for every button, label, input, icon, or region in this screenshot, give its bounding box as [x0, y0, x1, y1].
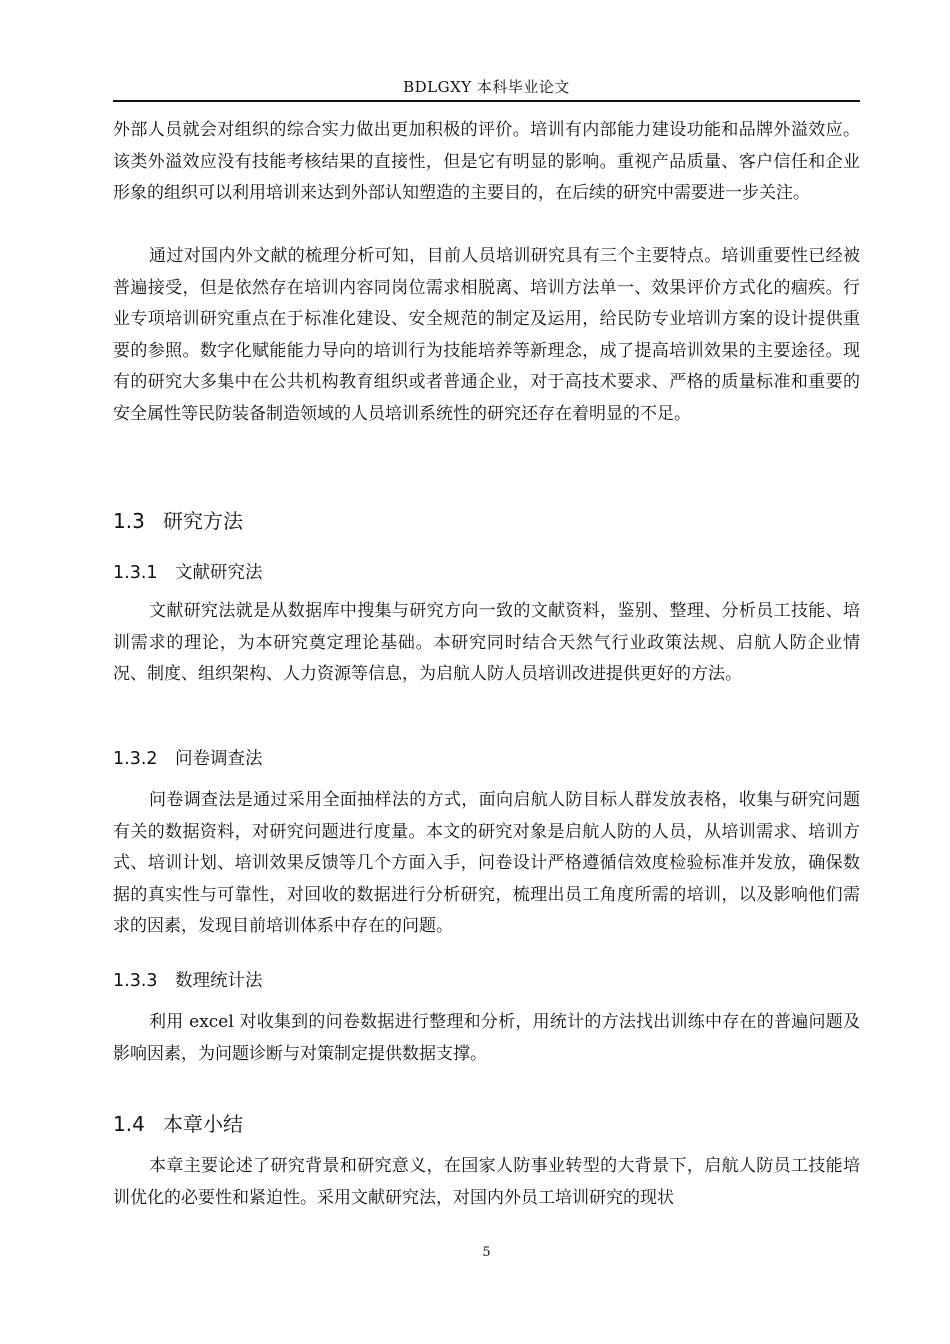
paragraph-literature-summary: 通过对国内外文献的梳理分析可知，目前人员培训研究具有三个主要特点。培训重要性已经被普遍接受，但是依然存在培训内容同岗位需求相脱离、培训方法单一、效果评价方式化的痼疾。行业专项培训研究重点在于标准化建设、安全规范的制定及运用，给民防专业培训方案的设计提供重要的参照。数字化赋能能力导向的培训行为技能培养等新理念，成了提高培训效果的主要途径。现有的研究大多集中在公共机构教育组织或者普通企业，对于高技术要求、严格的质量标准和重要的安全属性等民防装备制造领域的人员培训系统性的研究还存在着明显的不足。 — [113, 246, 860, 424]
subsection-heading-1-3-2 — [113, 746, 263, 772]
subsection-number: 1.3.3 — [113, 971, 158, 991]
paragraph-continued: 外部人员就会对组织的综合实力做出更加积极的评价。培训有内部能力建设功能和品牌外溢效应。该类外溢效应没有技能考核结果的直接性，但是它有明显的影响。重视产品质量、客户信任和企业形象的组织可以利用培训来达到外部认知塑造的主要目的，在后续的研究中需要进一步关注。 — [113, 120, 860, 203]
section-title: 研究方法 — [163, 509, 243, 533]
section-heading-1-4 — [113, 1110, 243, 1138]
paragraph-questionnaire-method: 问卷调查法是通过采用全面抽样法的方式，面向启航人防目标人群发放表格，收集与研究问题有关的数据资料，对研究问题进行度量。本文的研究对象是启航人防的人员，从培训需求、培训方式、培训计划、培训效果反馈等几个方面入手，问卷设计严格遵循信效度检验标准并发放，确保数据的真实性与可靠性，对回收的数据进行分析研究，梳理出员工角度所需的培训，以及影响他们需求的因素，发现目前培训体系中存在的问题。 — [113, 790, 860, 936]
section-title: 本章小结 — [163, 1112, 243, 1136]
subsection-number: 1.3.1 — [113, 563, 158, 583]
paragraph-chapter-summary: 本章主要论述了研究背景和研究意义，在国家人防事业转型的大背景下，启航人防员工技能培训优化的必要性和紧迫性。采用文献研究法，对国内外员工培训研究的现状 — [113, 1156, 860, 1208]
subsection-title: 文献研究法 — [175, 563, 263, 583]
subsection-title: 数理统计法 — [175, 971, 263, 991]
section-heading-1-3 — [113, 507, 243, 535]
paragraph-literature-method: 文献研究法就是从数据库中搜集与研究方向一致的文献资料，鉴别、整理、分析员工技能、培训需求的理论，为本研究奠定理论基础。本研究同时结合天然气行业政策法规、启航人防企业情况、制度、组织架构、人力资源等信息，为启航人防人员培训改进提供更好的方法。 — [113, 601, 860, 684]
paragraph-statistics-method: 利用 excel 对收集到的问卷数据进行整理和分析，用统计的方法找出训练中存在的普遍问题及影响因素，为问题诊断与对策制定提供数据支撑。 — [113, 1012, 860, 1064]
header-divider — [113, 100, 860, 102]
subsection-heading-1-3-3 — [113, 968, 263, 994]
section-number: 1.3 — [113, 509, 145, 533]
running-header: BDLGXY 本科毕业论文 — [403, 78, 570, 96]
subsection-title: 问卷调查法 — [175, 749, 263, 769]
subsection-number: 1.3.2 — [113, 749, 158, 769]
section-number: 1.4 — [113, 1112, 145, 1136]
page-number: 5 — [482, 1245, 491, 1260]
subsection-heading-1-3-1 — [113, 560, 263, 586]
